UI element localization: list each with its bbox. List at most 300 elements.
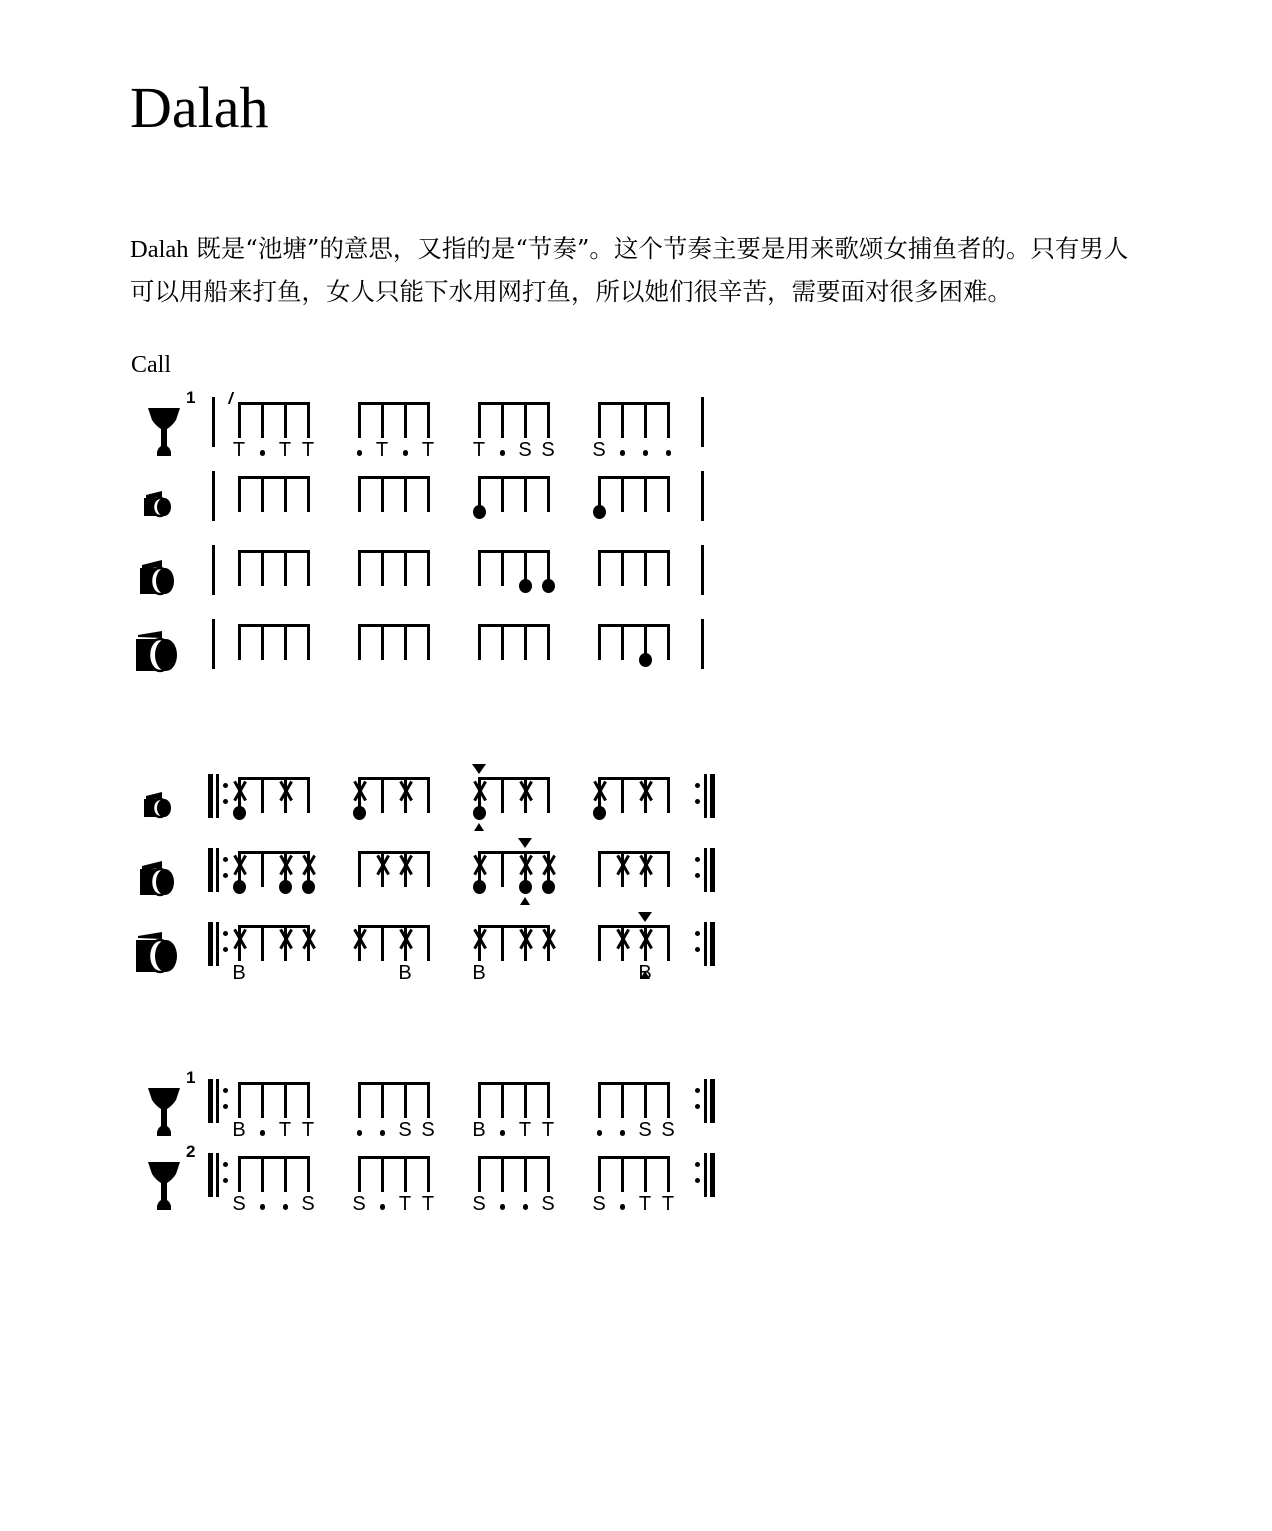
notehead	[593, 806, 606, 820]
sangban-icon	[130, 839, 194, 911]
stem	[598, 851, 601, 887]
accent-marker	[520, 897, 530, 905]
beam	[238, 476, 310, 479]
staff-row	[130, 1144, 770, 1218]
barline	[216, 1079, 219, 1123]
stem	[358, 476, 361, 512]
beam	[358, 550, 430, 553]
accent-marker	[472, 764, 486, 774]
staff-row	[130, 390, 770, 464]
stem	[381, 550, 384, 586]
stem	[284, 1156, 287, 1192]
stem	[547, 624, 550, 660]
stroke-letter-S: S	[661, 1119, 675, 1141]
stroke-letter-S: S	[421, 1119, 435, 1141]
beam	[238, 550, 310, 553]
stem	[598, 1082, 601, 1118]
stroke-letter-T: T	[638, 1193, 652, 1215]
stroke-letter-B: B	[232, 962, 246, 984]
beam	[598, 624, 670, 627]
repeat-barline-close	[710, 1079, 715, 1123]
beam	[598, 476, 670, 479]
stem	[381, 624, 384, 660]
beam	[598, 1156, 670, 1159]
repeat-dot	[695, 1178, 700, 1183]
stem	[261, 476, 264, 512]
kenkeni-icon	[130, 765, 194, 837]
barline	[212, 545, 215, 595]
notehead	[279, 880, 292, 894]
stem	[427, 1156, 430, 1192]
barline	[701, 397, 704, 447]
stem	[667, 1156, 670, 1192]
stem	[621, 777, 624, 813]
stem	[381, 777, 384, 813]
stem	[427, 402, 430, 438]
rest-dot	[620, 1130, 626, 1136]
beam	[478, 476, 550, 479]
stem	[427, 476, 430, 512]
stem	[261, 925, 264, 961]
stem	[358, 1156, 361, 1192]
stem	[644, 1156, 647, 1192]
stem	[501, 550, 504, 586]
notehead	[302, 880, 315, 894]
stem	[284, 624, 287, 660]
stem	[404, 550, 407, 586]
stroke-letter-B: B	[472, 962, 486, 984]
bell-stroke-x	[538, 854, 560, 876]
repeat-dot	[223, 931, 228, 936]
paragraph-latin-word: Dalah	[130, 236, 189, 263]
stem	[524, 1156, 527, 1192]
stem	[261, 550, 264, 586]
stem	[284, 1082, 287, 1118]
stem	[404, 476, 407, 512]
stem	[358, 624, 361, 660]
stem	[238, 550, 241, 586]
stem	[524, 1082, 527, 1118]
stem	[501, 624, 504, 660]
rest-dot	[403, 450, 409, 456]
stem	[284, 550, 287, 586]
djembe-icon	[130, 390, 194, 462]
beam	[358, 624, 430, 627]
notehead	[353, 806, 366, 820]
accent-marker	[638, 912, 652, 922]
beam	[358, 476, 430, 479]
stem	[621, 624, 624, 660]
beam	[478, 624, 550, 627]
stem	[621, 550, 624, 586]
stem	[644, 476, 647, 512]
accent-marker	[474, 823, 484, 831]
stem	[358, 851, 361, 887]
sangban-icon	[130, 538, 194, 610]
stem	[598, 624, 601, 660]
bell-stroke-x	[469, 780, 491, 802]
repeat-dot	[695, 873, 700, 878]
stem	[381, 925, 384, 961]
notehead	[233, 806, 246, 820]
barline	[704, 922, 707, 966]
stem	[261, 777, 264, 813]
stem	[621, 476, 624, 512]
beam	[358, 1082, 430, 1085]
stroke-letter-B: B	[232, 1119, 246, 1141]
stem	[238, 1082, 241, 1118]
bell-stroke-x	[589, 780, 611, 802]
staff-row	[130, 1070, 770, 1144]
barline	[704, 774, 707, 818]
stem	[358, 1082, 361, 1118]
notehead	[473, 880, 486, 894]
stroke-letter-T: T	[278, 1119, 292, 1141]
stem	[238, 402, 241, 438]
barline	[704, 1153, 707, 1197]
stroke-letter-S: S	[518, 439, 532, 461]
stem	[404, 624, 407, 660]
stroke-letter-S: S	[472, 1193, 486, 1215]
stem	[478, 402, 481, 438]
repeat-dot	[695, 1104, 700, 1109]
stem	[621, 1082, 624, 1118]
stem	[307, 624, 310, 660]
notehead	[233, 880, 246, 894]
stem	[307, 550, 310, 586]
beam	[358, 402, 430, 405]
repeat-barline-close	[710, 848, 715, 892]
bell-stroke-x	[275, 928, 297, 950]
stem	[478, 624, 481, 660]
bell-stroke-x	[469, 928, 491, 950]
notehead	[542, 579, 555, 593]
call-section-label: Call	[131, 352, 171, 378]
notehead	[519, 880, 532, 894]
stem	[598, 550, 601, 586]
stem	[404, 1082, 407, 1118]
stem	[598, 1156, 601, 1192]
stem	[427, 624, 430, 660]
repeat-barline-open	[208, 848, 213, 892]
djembe-icon	[130, 1070, 194, 1142]
bell-stroke-x	[229, 928, 251, 950]
stroke-letter-S: S	[592, 439, 606, 461]
stem	[427, 925, 430, 961]
stem	[547, 777, 550, 813]
repeat-dot	[223, 873, 228, 878]
stem	[667, 777, 670, 813]
stem	[358, 402, 361, 438]
stroke-letter-S: S	[592, 1193, 606, 1215]
rest-dot	[666, 450, 672, 456]
stem	[404, 402, 407, 438]
dundunba-icon	[130, 612, 194, 684]
bell-stroke-x	[372, 854, 394, 876]
stem	[284, 476, 287, 512]
bell-stroke-x	[469, 854, 491, 876]
rest-dot	[620, 450, 626, 456]
stem	[667, 476, 670, 512]
repeat-barline-close	[710, 1153, 715, 1197]
kenkeni-icon	[130, 464, 194, 536]
repeat-barline-open	[208, 1153, 213, 1197]
ending-number: 2	[186, 1142, 196, 1161]
sangban-icon	[130, 538, 194, 610]
stem	[238, 624, 241, 660]
stem	[621, 402, 624, 438]
stem	[667, 624, 670, 660]
stroke-letter-T: T	[541, 1119, 555, 1141]
repeat-barline-open	[208, 774, 213, 818]
stem	[427, 550, 430, 586]
stroke-letter-S: S	[398, 1119, 412, 1141]
repeat-dot	[223, 1088, 228, 1093]
staff-row	[130, 464, 770, 538]
stem	[598, 402, 601, 438]
stroke-letter-S: S	[301, 1193, 315, 1215]
staff-row	[130, 765, 770, 839]
bell-stroke-x	[635, 928, 657, 950]
barline	[701, 619, 704, 669]
stem	[501, 476, 504, 512]
ending-number: 1	[186, 388, 196, 407]
stem	[501, 1082, 504, 1118]
staff-row	[130, 839, 770, 913]
barline	[701, 471, 704, 521]
beam	[238, 1156, 310, 1159]
barline	[216, 774, 219, 818]
repeat-dot	[695, 1162, 700, 1167]
bell-stroke-x	[635, 780, 657, 802]
stem	[547, 1156, 550, 1192]
dundunba-icon	[130, 612, 194, 684]
notehead	[473, 806, 486, 820]
stem	[478, 1082, 481, 1118]
stem	[501, 925, 504, 961]
stroke-letter-T: T	[398, 1193, 412, 1215]
bell-stroke-x	[229, 854, 251, 876]
beam	[238, 624, 310, 627]
stem	[547, 402, 550, 438]
repeat-barline-open	[208, 922, 213, 966]
stroke-letter-T: T	[661, 1193, 675, 1215]
repeat-dot	[695, 783, 700, 788]
beam	[358, 1156, 430, 1159]
stroke-letter-S: S	[352, 1193, 366, 1215]
rest-dot	[500, 450, 506, 456]
stem	[307, 777, 310, 813]
bell-stroke-x	[612, 854, 634, 876]
repeat-barline-open	[208, 1079, 213, 1123]
stroke-letter-T: T	[375, 439, 389, 461]
stem	[524, 476, 527, 512]
stroke-letter-B: B	[472, 1119, 486, 1141]
notehead	[473, 505, 486, 519]
bell-stroke-x	[515, 780, 537, 802]
staff-row	[130, 538, 770, 612]
sangban-icon	[130, 839, 194, 911]
stem	[524, 402, 527, 438]
repeat-dot	[223, 857, 228, 862]
stem	[238, 476, 241, 512]
repeat-dot	[223, 783, 228, 788]
notehead	[542, 880, 555, 894]
barline	[216, 922, 219, 966]
kenkeni-icon	[130, 464, 194, 536]
stem	[381, 402, 384, 438]
rest-dot	[643, 450, 649, 456]
stroke-letter-T: T	[518, 1119, 532, 1141]
stem	[307, 1156, 310, 1192]
bell-stroke-x	[515, 854, 537, 876]
repeat-dot	[223, 799, 228, 804]
accent-marker	[518, 838, 532, 848]
beam	[598, 402, 670, 405]
stem	[238, 1156, 241, 1192]
stem	[667, 925, 670, 961]
stem	[501, 851, 504, 887]
stem	[381, 1082, 384, 1118]
beam	[478, 402, 550, 405]
bell-stroke-x	[538, 928, 560, 950]
repeat-dot	[695, 857, 700, 862]
staff-row	[130, 913, 770, 987]
djembe-icon	[130, 1144, 194, 1216]
rest-dot	[523, 1204, 529, 1210]
repeat-dot	[695, 947, 700, 952]
repeat-dot	[223, 1178, 228, 1183]
dundunba-icon	[130, 913, 194, 985]
barline	[216, 848, 219, 892]
bell-stroke-x	[349, 928, 371, 950]
stem	[547, 476, 550, 512]
rest-dot	[260, 450, 266, 456]
beam	[238, 1082, 310, 1085]
stem	[381, 1156, 384, 1192]
stem	[427, 851, 430, 887]
stroke-letter-B: B	[638, 962, 652, 984]
stem	[667, 550, 670, 586]
stem	[667, 402, 670, 438]
stem	[427, 777, 430, 813]
stroke-letter-S: S	[638, 1119, 652, 1141]
stroke-letter-T: T	[232, 439, 246, 461]
stem	[644, 402, 647, 438]
repeat-dot	[223, 947, 228, 952]
bell-stroke-x	[612, 928, 634, 950]
stroke-letter-T: T	[472, 439, 486, 461]
stem	[501, 777, 504, 813]
stem	[501, 402, 504, 438]
djembe-icon	[130, 1144, 194, 1216]
barline	[704, 848, 707, 892]
stem	[261, 1082, 264, 1118]
rest-dot	[260, 1204, 266, 1210]
djembe-icon	[130, 1070, 194, 1142]
rest-dot	[283, 1204, 289, 1210]
stroke-letter-S: S	[232, 1193, 246, 1215]
stem	[667, 1082, 670, 1118]
rest-dot	[260, 1130, 266, 1136]
staff-row	[130, 612, 770, 686]
rest-dot	[357, 450, 363, 456]
stem	[621, 1156, 624, 1192]
beam	[478, 1082, 550, 1085]
stem	[307, 402, 310, 438]
intro-paragraph	[130, 228, 1145, 313]
repeat-dot	[223, 1162, 228, 1167]
bell-stroke-x	[349, 780, 371, 802]
bell-stroke-x	[275, 854, 297, 876]
stem	[261, 1156, 264, 1192]
stroke-letter-B: B	[398, 962, 412, 984]
stem	[358, 550, 361, 586]
stem	[667, 851, 670, 887]
notehead	[639, 653, 652, 667]
djembe-icon	[130, 390, 194, 462]
stroke-letter-T: T	[421, 1193, 435, 1215]
notehead	[593, 505, 606, 519]
page-title: Dalah	[130, 75, 269, 140]
beam	[478, 550, 550, 553]
stroke-letter-S: S	[541, 439, 555, 461]
beam	[598, 550, 670, 553]
bell-stroke-x	[298, 928, 320, 950]
stem	[404, 1156, 407, 1192]
barline	[212, 619, 215, 669]
bell-stroke-x	[395, 928, 417, 950]
stroke-letter-T: T	[301, 439, 315, 461]
rest-dot	[620, 1204, 626, 1210]
kenkeni-icon	[130, 765, 194, 837]
barline	[701, 545, 704, 595]
stem	[284, 402, 287, 438]
barline	[212, 471, 215, 521]
stem	[261, 851, 264, 887]
beam	[598, 1082, 670, 1085]
bell-stroke-x	[229, 780, 251, 802]
notehead	[519, 579, 532, 593]
repeat-dot	[695, 799, 700, 804]
bell-stroke-x	[298, 854, 320, 876]
stroke-letter-T: T	[301, 1119, 315, 1141]
stem	[478, 1156, 481, 1192]
rest-dot	[380, 1204, 386, 1210]
ending-number: 1	[186, 1068, 196, 1087]
stem	[381, 476, 384, 512]
bell-stroke-x	[395, 854, 417, 876]
bell-stroke-x	[515, 928, 537, 950]
paragraph-chinese-text: 既是“池塘”的意思，又指的是“节奏”。这个节奏主要是用来歌颂女捕鱼者的。只有男人可以用船来打鱼，女人只能下水用网打鱼，所以她们很辛苦，需要面对很多困难。	[130, 234, 1129, 306]
rest-dot	[500, 1130, 506, 1136]
repeat-dot	[695, 931, 700, 936]
rest-dot	[357, 1130, 363, 1136]
rest-dot	[380, 1130, 386, 1136]
stem	[644, 1082, 647, 1118]
repeat-dot	[695, 1088, 700, 1093]
stem	[307, 476, 310, 512]
stem	[547, 1082, 550, 1118]
stem	[307, 1082, 310, 1118]
stem	[524, 624, 527, 660]
barline	[212, 397, 215, 447]
stem	[644, 550, 647, 586]
dundunba-icon	[130, 913, 194, 985]
stroke-letter-T: T	[421, 439, 435, 461]
stem	[261, 402, 264, 438]
stem	[427, 1082, 430, 1118]
